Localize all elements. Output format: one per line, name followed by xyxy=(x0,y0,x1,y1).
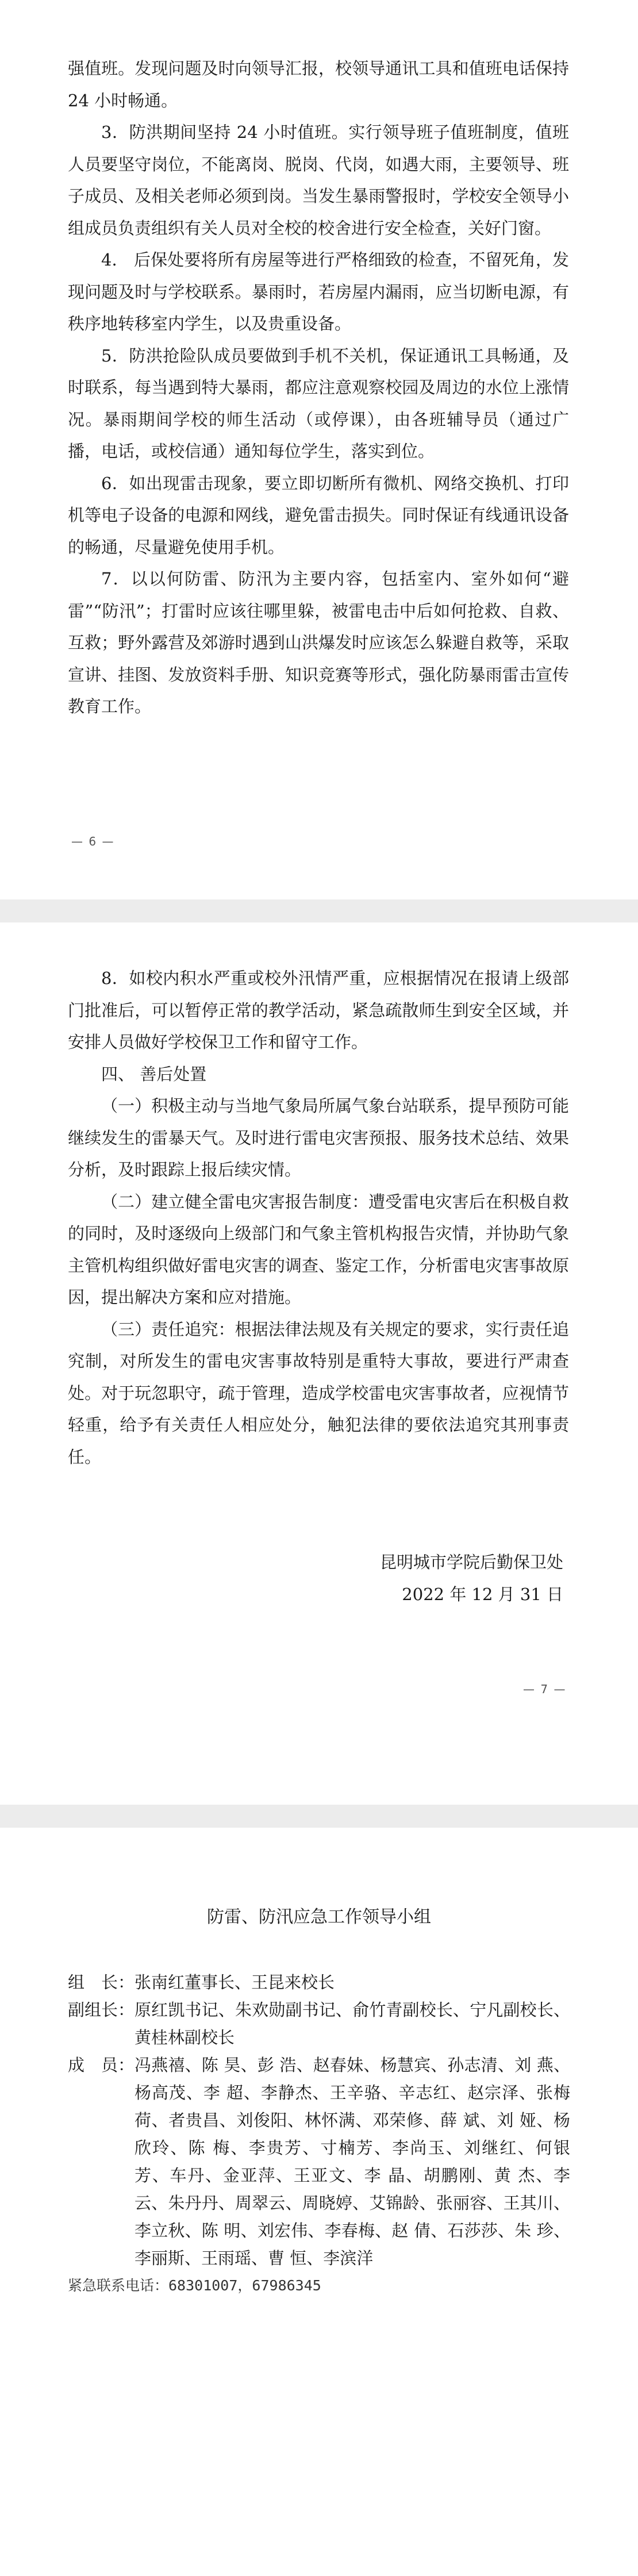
signature-block xyxy=(380,1546,563,1610)
members-value: 冯燕禧、陈 昊、彭 浩、赵春妹、杨慧宾、孙志清、刘 燕、杨高茂、李 超、李静杰、王辛骆、辛志红、赵宗泽、张梅荷、者贵昌、刘俊阳、林怀满、邓荣修、薛 斌、刘 娅、杨欣玲、陈 梅、李贵芳、寸楠芳、李尚玉、刘继红、何银芳、车丹、金亚萍、王亚文、李 晶、胡鹏刚、黄 杰、李 云、朱丹丹、周翠云、周晓婷、艾锦龄、张丽容、王其川、李立秋、陈 明、刘宏伟、李春梅、赵 倩、石莎莎、朱 珍、李丽斯、王雨瑶、曹 恒、李滨洋 xyxy=(134,2055,570,2268)
section-heading: 四、 善后处置 xyxy=(101,1064,207,1084)
signature-org: 昆明城市学院后勤保卫处 xyxy=(379,1552,563,1572)
page-separator xyxy=(0,899,638,922)
group-members xyxy=(68,1968,570,2300)
leader-label: 组 长： xyxy=(68,1973,135,1992)
paragraph: 8．如校内积水严重或校外汛情严重，应根据情况在报请上级部门批准后，可以暂停正常的教学活动，紧急疏散师生到安全区域，并安排人员做好学校保卫工作和留守工作。 xyxy=(68,968,569,1052)
leader-value: 张南红董事长、王昆来校长 xyxy=(134,1973,335,1992)
leader-row xyxy=(68,1968,570,1996)
members-row xyxy=(68,2051,570,2272)
page-separator xyxy=(0,1805,638,1828)
page-7-body xyxy=(68,963,569,1473)
paragraph: 强值班。发现问题及时向领导汇报，校领导通讯工具和值班电话保持 24 小时畅通。 xyxy=(68,59,569,110)
page-6-body xyxy=(68,53,569,723)
page-number: — 7 — xyxy=(523,1682,567,1696)
paragraph: 5．防洪抢险队成员要做到手机不关机，保证通讯工具畅通，及时联系，每当遇到特大暴雨，都应注意观察校园及周边的水位上涨情况。暴雨期间学校的师生活动（或停课），由各班辅导员（通过广播，电话，或校信通）通知每位学生，落实到位。 xyxy=(68,345,569,461)
page-number: — 6 — xyxy=(71,835,115,848)
members-label: 成 员： xyxy=(68,2055,135,2075)
group-title: 防雷、防汛应急工作领导小组 xyxy=(207,1907,431,1927)
deputy-label: 副组长： xyxy=(68,2000,135,2020)
paragraph: 6．如出现雷击现象，要立即切断所有微机、网络交换机、打印机等电子设备的电源和网线，避免雷击损失。同时保证有线通讯设备的畅通，尽量避免使用手机。 xyxy=(68,473,569,557)
paragraph: （三）责任追究：根据法律法规及有关规定的要求，实行责任追究制，对所发生的雷电灾害事故特别是重特大事故，要进行严肃查处。对于玩忽职守，疏于管理，造成学校雷电灾害事故者，应视情节轻重，给予有关责任人相应处分，触犯法律的要依法追究其刑事责任。 xyxy=(68,1319,569,1467)
paragraph: 3．防洪期间坚持 24 小时值班。实行领导班子值班制度，值班人员要坚守岗位，不能离岗、脱岗、代岗，如遇大雨，主要领导、班子成员、及相关老师必须到岗。当发生暴雨警报时，学校安全领导小组成员负责组织有关人员对全校的校舍进行安全检查，关好门窗。 xyxy=(68,122,569,238)
deputy-value: 原红凯书记、朱欢勋副书记、俞竹青副校长、宁凡副校长、黄桂林副校长 xyxy=(134,2000,570,2047)
paragraph: 7．以以何防雷、防汛为主要内容，包括室内、室外如何“避雷”“防汛”；打雷时应该往哪里躲，被雷电击中后如何抢救、自救、互救；野外露营及郊游时遇到山洪爆发时应该怎么躲避自救等，采取宣讲、挂图、发放资料手册、知识竞赛等形式，强化防暴雨雷击宣传教育工作。 xyxy=(68,569,569,716)
document-page-6 xyxy=(0,0,638,899)
paragraph: 4． 后保处要将所有房屋等进行严格细致的检查，不留死角，发现问题及时与学校联系。暴雨时，若房屋内漏雨，应当切断电源，有秩序地转移室内学生，以及贵重设备。 xyxy=(68,250,569,333)
paragraph: （一）积极主动与当地气象局所属气象台站联系，提早预防可能继续发生的雷暴天气。及时进行雷电灾害预报、服务技术总结、效果分析，及时跟踪上报后续灾情。 xyxy=(68,1096,569,1179)
document-page-8 xyxy=(0,1828,638,2576)
paragraph: （二）建立健全雷电灾害报告制度：遭受雷电灾害后在积极自救的同时，及时逐级向上级部门和气象主管机构报告灾情，并协助气象主管机构组织做好雷电灾害的调查、鉴定工作，分析雷电灾害事故原因，提出解决方案和应对措施。 xyxy=(68,1191,569,1307)
document-page-7 xyxy=(0,922,638,1805)
deputy-row xyxy=(68,1996,570,2051)
signature-date: 2022 年 12 月 31 日 xyxy=(402,1585,563,1604)
emergency-contact: 紧急联系电话：68301007，67986345 xyxy=(68,2277,321,2294)
